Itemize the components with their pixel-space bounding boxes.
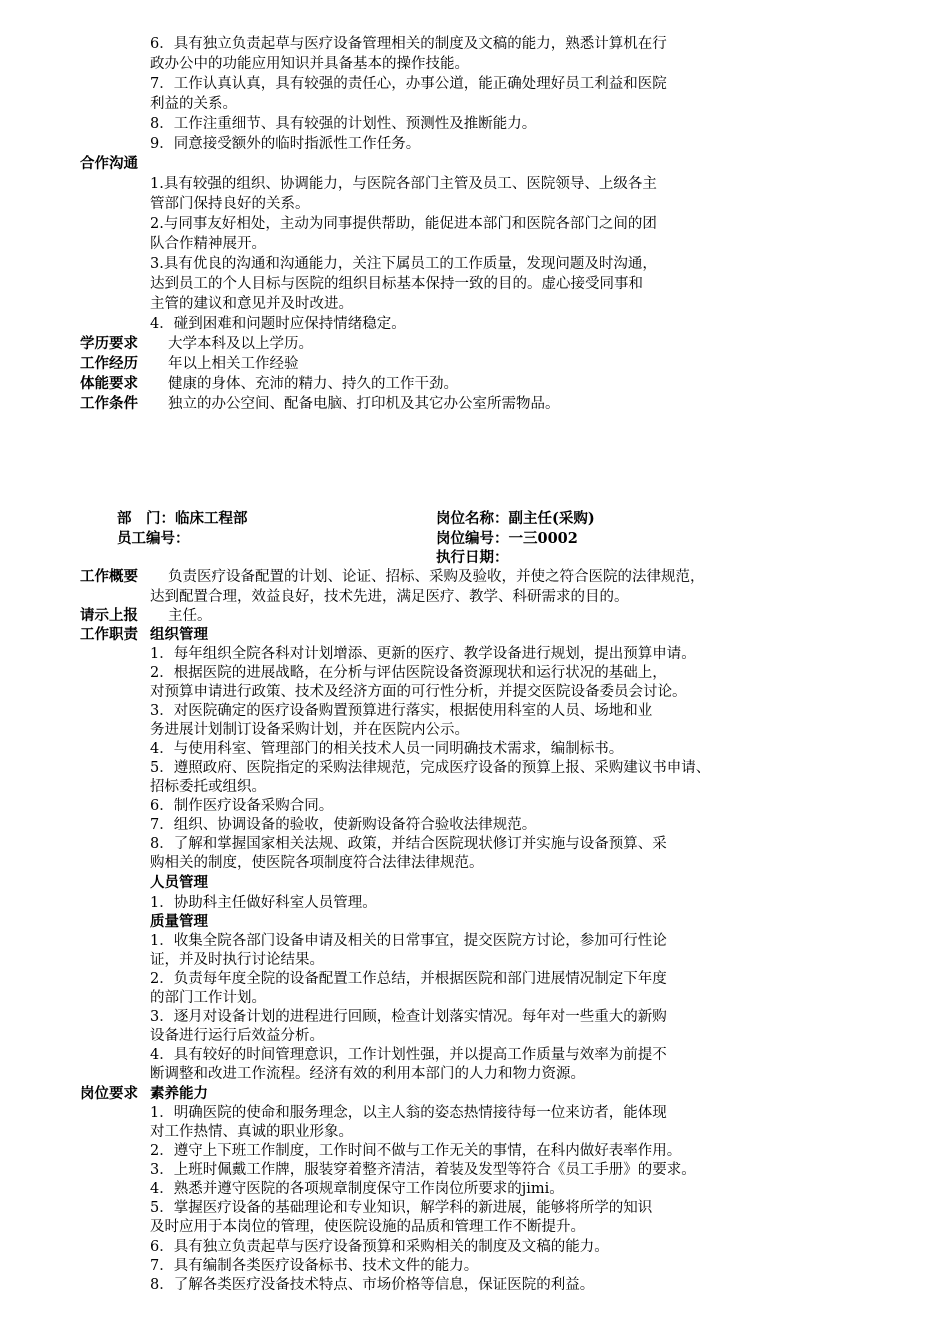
comm-item: 1.具有较强的组织、协调能力，与医院各部门主管及员工、医院领导、上级各主 xyxy=(150,176,657,192)
requirement-item: 7．具有编制各类医疗设备标书、技术文件的能力。 xyxy=(150,1258,479,1274)
requirement-item: 1．明确医院的使命和服务理念，以主人翁的姿态热情接待每一位来访者，能体现 xyxy=(150,1105,667,1121)
overview-text: 达到配置合理，效益良好，技术先进，满足医疗、教学、科研需求的目的。 xyxy=(150,589,629,605)
quality-item: 2．负责每年度全院的设备配置工作总结，并根据医院和部门进展情况制定下年度 xyxy=(150,971,667,987)
report-text: 主任。 xyxy=(168,608,212,624)
top-item: 利益的关系。 xyxy=(150,96,237,112)
subsection-title-quality: 质量管理 xyxy=(150,913,208,930)
subsection-title-staff: 人员管理 xyxy=(150,874,208,891)
comm-item: 达到员工的个人目标与医院的组织目标基本保持一致的目的。虚心接受同事和 xyxy=(150,276,643,292)
conditions-text: 独立的办公空间、配备电脑、打印机及其它办公室所需物品。 xyxy=(168,396,560,412)
header-exec-date: 执行日期： xyxy=(436,549,509,566)
requirement-item: 对工作热情、真诚的职业形象。 xyxy=(150,1124,353,1140)
quality-item: 设备进行运行后效益分析。 xyxy=(150,1028,324,1044)
section-label-overview: 工作概要 xyxy=(80,568,138,585)
comm-item: 4．碰到困难和问题时应保持情绪稳定。 xyxy=(150,316,406,332)
section-label-communication: 合作沟通 xyxy=(80,155,138,172)
requirement-item: 6．具有独立负责起草与医疗设备预算和采购相关的制度及文稿的能力。 xyxy=(150,1239,609,1255)
section-label-duties: 工作职责 xyxy=(80,626,138,643)
org-item: 2．根据医院的进展战略，在分析与评估医院设备资源现状和运行状况的基础上， xyxy=(150,665,667,681)
org-item: 8．了解和掌握国家相关法规、政策，并结合医院现状修订并实施与设备预算、采 xyxy=(150,836,667,852)
requirement-item: 5．掌握医疗设备的基础理论和专业知识，解学科的新进展，能够将所学的知识 xyxy=(150,1200,653,1216)
experience-text: 年以上相关工作经验 xyxy=(168,356,299,372)
org-item: 3．对医院确定的医疗设备购置预算进行落实，根据使用科室的人员、场地和业 xyxy=(150,703,653,719)
top-item: 政办公中的功能应用知识并具备基本的操作技能。 xyxy=(150,56,469,72)
comm-item: 队合作精神展开。 xyxy=(150,236,266,252)
org-item: 4．与使用科室、管理部门的相关技术人员一同明确技术需求，编制标书。 xyxy=(150,741,624,757)
org-item: 对预算申请进行政策、技术及经济方面的可行性分析，并提交医院设备委员会讨论。 xyxy=(150,684,687,700)
quality-item: 断调整和改进工作流程。经济有效的利用本部门的人力和物力资源。 xyxy=(150,1066,585,1082)
org-item: 6．制作医疗设备采购合同。 xyxy=(150,798,334,814)
header-post-no: 岗位编号：一三0002 xyxy=(436,530,578,547)
header-post-name: 岗位名称：副主任(采购) xyxy=(436,510,595,527)
quality-item: 3．逐月对设备计划的进程进行回顾，检查计划落实情况。每年对一些重大的新购 xyxy=(150,1009,667,1025)
top-item: 8．工作注重细节、具有较强的计划性、预测性及推断能力。 xyxy=(150,116,537,132)
header-department: 部 门：临床工程部 xyxy=(117,510,248,527)
physical-text: 健康的身体、充沛的精力、持久的工作干劲。 xyxy=(168,376,458,392)
section-label-education: 学历要求 xyxy=(80,335,138,352)
subsection-title-org: 组织管理 xyxy=(150,626,208,643)
top-item: 6．具有独立负责起草与医疗设备管理相关的制度及文稿的能力，熟悉计算机在行 xyxy=(150,36,667,52)
section-label-report: 请示上报 xyxy=(80,607,138,624)
comm-item: 主管的建议和意见并及时改进。 xyxy=(150,296,353,312)
requirement-item: 8．了解各类医疗没备技术特点、市场价格等信息，保证医院的利益。 xyxy=(150,1277,595,1293)
org-item: 5．遵照政府、医院指定的采购法律规范，完成医疗设备的预算上报、采购建议书申请、 xyxy=(150,760,711,776)
subsection-title-competence: 素养能力 xyxy=(150,1085,208,1102)
education-text: 大学本科及以上学历。 xyxy=(168,336,313,352)
overview-text: 负责医疗设备配置的计划、论证、招标、采购及验收，并使之符合医院的法律规范， xyxy=(168,569,705,585)
section-label-requirements: 岗位要求 xyxy=(80,1085,138,1102)
quality-item: 1．收集全院各部门设备申请及相关的日常事宜，提交医院方讨论，参加可行性论 xyxy=(150,933,667,949)
requirement-item: 4．熟悉并遵守医院的各项规章制度保守工作岗位所要求的jimi。 xyxy=(150,1181,564,1197)
comm-item: 管部门保持良好的关系。 xyxy=(150,196,310,212)
quality-item: 的部门工作计划。 xyxy=(150,990,266,1006)
requirement-item: 及时应用于本岗位的管理，使医院设施的品质和管理工作不断提升。 xyxy=(150,1219,585,1235)
section-label-physical: 体能要求 xyxy=(80,375,138,392)
org-item: 务进展计划制订设备采购计划，并在医院内公示。 xyxy=(150,722,469,738)
comm-item: 2.与同事友好相处，主动为同事提供帮助，能促进本部门和医院各部门之间的团 xyxy=(150,216,657,232)
quality-item: 证，并及时执行讨论结果。 xyxy=(150,952,324,968)
org-item: 购相关的制度，使医院各项制度符合法律法律规范。 xyxy=(150,855,484,871)
comm-item: 3.具有优良的沟通和沟通能力，关注下属员工的工作质量，发现问题及时沟通， xyxy=(150,256,657,272)
org-item: 7．组织、协调设备的验收，使新购设备符合验收法律规范。 xyxy=(150,817,537,833)
section-label-experience: 工作经历 xyxy=(80,355,138,372)
top-item: 7．工作认真认真，具有较强的责任心，办事公道，能正确处理好员工利益和医院 xyxy=(150,76,667,92)
staff-item: 1．协助科主任做好科室人员管理。 xyxy=(150,895,377,911)
org-item: 招标委托或组织。 xyxy=(150,779,266,795)
requirement-item: 3．上班时佩戴工作牌，服装穿着整齐清洁，着装及发型等符合《员工手册》的要求。 xyxy=(150,1162,696,1178)
top-item: 9．同意接受额外的临时指派性工作任务。 xyxy=(150,136,421,152)
org-item: 1．每年组织全院各科对计划增添、更新的医疗、教学设备进行规划，提出预算申请。 xyxy=(150,646,696,662)
header-staff-no: 员工编号： xyxy=(117,530,190,547)
section-label-conditions: 工作条件 xyxy=(80,395,138,412)
requirement-item: 2．遵守上下班工作制度，工作时间不做与工作无关的事情，在科内做好表率作用。 xyxy=(150,1143,682,1159)
quality-item: 4．具有较好的时间管理意识，工作计划性强，并以提高工作质量与效率为前提不 xyxy=(150,1047,667,1063)
